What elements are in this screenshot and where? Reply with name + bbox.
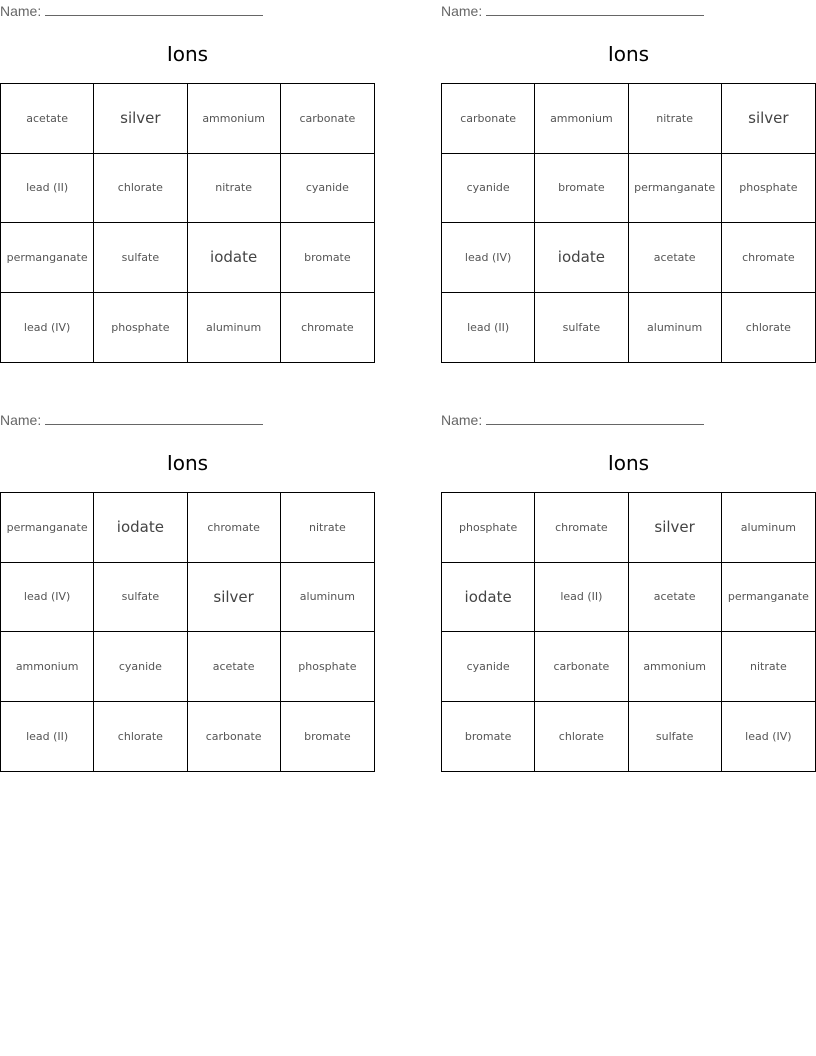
bingo-cell: chromate (188, 493, 281, 563)
bingo-cell: iodate (94, 493, 187, 563)
bingo-cell: sulfate (94, 563, 187, 633)
bingo-cell: acetate (188, 632, 281, 702)
bingo-cell: lead (IV) (442, 223, 535, 293)
bingo-cell: cyanide (442, 632, 535, 702)
name-blank-line (45, 411, 263, 425)
bingo-cell: phosphate (442, 493, 535, 563)
bingo-cell: lead (IV) (1, 563, 94, 633)
bingo-grid (0, 492, 375, 772)
bingo-cell: ammonium (535, 84, 628, 154)
bingo-cell: chromate (722, 223, 815, 293)
bingo-cell: chlorate (94, 154, 187, 224)
bingo-cell: bromate (304, 729, 351, 743)
bingo-cell: chlorate (535, 702, 628, 772)
bingo-cell: iodate (535, 223, 628, 293)
bingo-cell: lead (II) (535, 563, 628, 633)
bingo-cell: permanganate (629, 154, 722, 224)
bingo-cell: nitrate (281, 493, 374, 563)
bingo-cell: carbonate (442, 84, 535, 154)
bingo-cell: carbonate (535, 632, 628, 702)
bingo-cell: silver (722, 84, 815, 154)
bingo-cell: carbonate (281, 84, 374, 154)
bingo-cell: carbonate (188, 702, 281, 772)
bingo-grid (0, 83, 375, 363)
bingo-cell: permanganate (1, 493, 94, 563)
bingo-cell: chlorate (745, 320, 791, 334)
bingo-cell: permanganate (722, 563, 815, 633)
name-label: Name: (0, 3, 42, 19)
bingo-cell: lead (II) (1, 154, 94, 224)
bingo-cell: ammonium (188, 84, 281, 154)
name-label: Name: (441, 3, 483, 19)
bingo-cell: cyanide (442, 154, 535, 224)
bingo-cell: chromate (301, 320, 354, 334)
bingo-card (0, 409, 375, 779)
name-label: Name: (441, 412, 483, 428)
bingo-card (0, 0, 375, 370)
bingo-cell: nitrate (188, 154, 281, 224)
bingo-cell: aluminum (188, 293, 281, 363)
name-label: Name: (0, 412, 42, 428)
bingo-grid (441, 492, 816, 772)
bingo-cell: lead (II) (1, 702, 94, 772)
bingo-cell: nitrate (722, 632, 815, 702)
name-field (0, 411, 263, 429)
bingo-cell: bromate (442, 702, 535, 772)
bingo-cell: aluminum (722, 493, 815, 563)
bingo-cell: phosphate (281, 632, 374, 702)
bingo-cell: permanganate (1, 223, 94, 293)
name-field (0, 2, 263, 20)
bingo-cell: iodate (188, 223, 281, 293)
bingo-cell: ammonium (1, 632, 94, 702)
name-blank-line (45, 2, 263, 16)
name-field (441, 2, 704, 20)
bingo-cell: iodate (442, 563, 535, 633)
card-title: Ions (607, 42, 650, 66)
bingo-cell: aluminum (629, 293, 722, 363)
bingo-cell: cyanide (281, 154, 374, 224)
bingo-cell: chromate (535, 493, 628, 563)
card-title: Ions (607, 451, 650, 475)
bingo-cell: nitrate (629, 84, 722, 154)
bingo-cell: cyanide (94, 632, 187, 702)
card-title: Ions (166, 42, 209, 66)
bingo-cell: silver (629, 493, 722, 563)
bingo-cell: lead (II) (442, 293, 535, 363)
bingo-cell: bromate (281, 223, 374, 293)
name-blank-line (486, 411, 704, 425)
bingo-cell: chlorate (94, 702, 187, 772)
name-blank-line (486, 2, 704, 16)
bingo-cell: phosphate (722, 154, 815, 224)
bingo-cell: bromate (535, 154, 628, 224)
bingo-cell: sulfate (629, 702, 722, 772)
bingo-cell: lead (IV) (1, 293, 94, 363)
bingo-card (441, 409, 816, 779)
bingo-cell: aluminum (281, 563, 374, 633)
bingo-cell: ammonium (629, 632, 722, 702)
bingo-cell: sulfate (94, 223, 187, 293)
bingo-grid (441, 83, 816, 363)
bingo-cell: acetate (629, 563, 722, 633)
bingo-cell: acetate (629, 223, 722, 293)
bingo-cell: acetate (1, 84, 94, 154)
bingo-cell: silver (188, 563, 281, 633)
card-title: Ions (166, 451, 209, 475)
bingo-cell: phosphate (94, 293, 187, 363)
bingo-cell: silver (94, 84, 187, 154)
bingo-cell: sulfate (535, 293, 628, 363)
bingo-cell: lead (IV) (745, 729, 792, 743)
name-field (441, 411, 704, 429)
bingo-card (441, 0, 816, 370)
